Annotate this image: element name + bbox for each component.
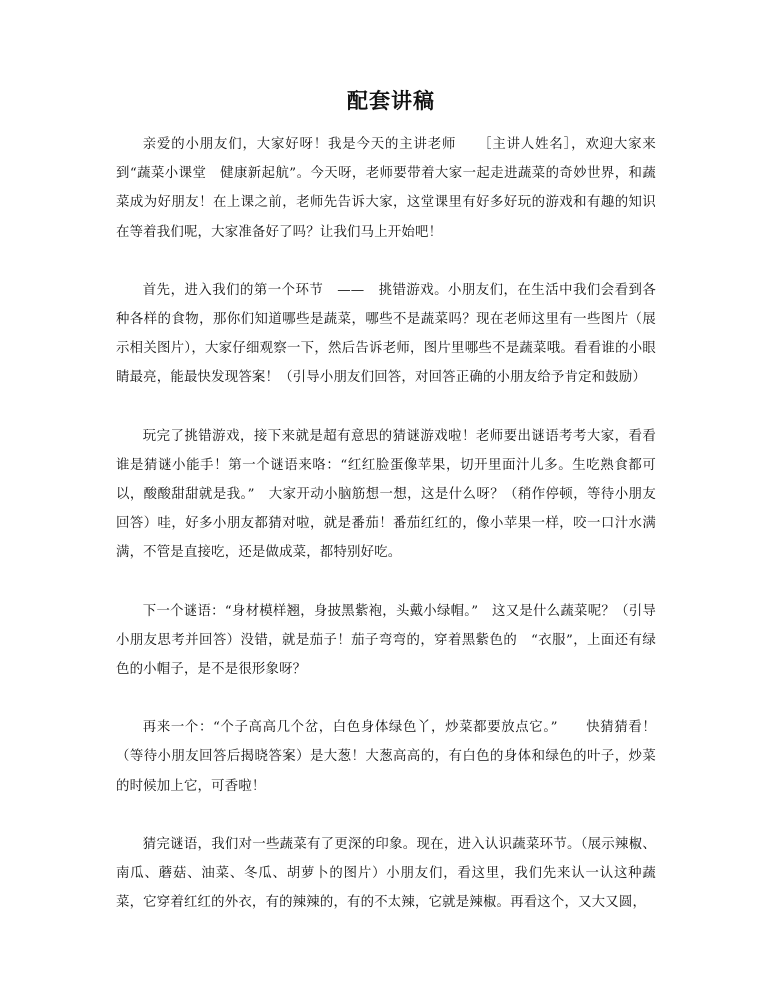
paragraph-gap bbox=[116, 684, 656, 713]
paragraph-spot-the-error-game: 首先，进入我们的第一个环节 —— 挑错游戏。小朋友们，在生活中我们会看到各种各样的食物，那你们知道哪些是蔬菜，哪些不是蔬菜吗？现在老师这里有一些图片（展示相关图片），大家仔细观察一下，然后告诉老师，图片里哪些不是蔬菜哦。看看谁的小眼睛最亮，能最快发现答案！（引导小朋友们回答，对回答正确的小朋友给予肯定和鼓励） bbox=[116, 282, 656, 386]
paragraph-riddle-eggplant: 下一个谜语：“身材模样翘，身披黑紫袍，头戴小绿帽。” 这又是什么蔬菜呢？（引导小朋友思考并回答）没错，就是茄子！茄子弯弯的，穿着黑紫色的 “衣服”，上面还有绿色的小帽子，是不是很形象呀？ bbox=[116, 603, 656, 678]
paragraph-gap bbox=[116, 568, 656, 597]
paragraph-riddle-scallion: 再来一个：“个子高高几个岔，白色身体绿色丫，炒菜都要放点它。” 快猜猜看！（等待小朋友回答后揭晓答案）是大葱！大葱高高的，有白色的身体和绿色的叶子，炒菜的时候加上它，可香啦！ bbox=[116, 720, 656, 794]
page-title: 配套讲稿 bbox=[347, 88, 435, 113]
paragraph-gap bbox=[116, 801, 656, 830]
paragraph-intro: 亲爱的小朋友们，大家好呀！我是今天的主讲老师 ［主讲人姓名］，欢迎大家来到“蔬菜小课堂 健康新起航”。今天呀，老师要带着大家一起走进蔬菜的奇妙世界，和蔬菜成为好朋友！在上课之前，老师先告诉大家，这堂课里有好多好玩的游戏和有趣的知识在等着我们呢，大家准备好了吗？让我们马上开始吧！ bbox=[116, 137, 656, 240]
paragraph-gap bbox=[116, 247, 656, 276]
paragraph-gap bbox=[116, 393, 656, 422]
paragraph-riddle-tomato: 玩完了挑错游戏，接下来就是超有意思的猜谜游戏啦！老师要出谜语考考大家，看看谁是猜谜小能手！第一个谜语来咯：“红红脸蛋像苹果，切开里面汁儿多。生吃熟食都可以，酸酸甜甜就是我。” 大家开动小脑筋想一想，这是什么呀？（稍作停顿，等待小朋友回答）哇，好多小朋友都猜对啦，就是番茄！番茄红红的，像小苹果一样，咬一口汁水满满，不管是直接吃，还是做成菜，都特别好吃。 bbox=[116, 428, 656, 561]
paragraph-know-vegetables: 猜完谜语，我们对一些蔬菜有了更深的印象。现在，进入认识蔬菜环节。（展示辣椒、南瓜、蘑菇、油菜、冬瓜、胡萝卜的图片）小朋友们，看这里，我们先来认一认这种蔬菜，它穿着红红的外衣，有的辣辣的，有的不太辣，它就是辣椒。再看这个，又大又圆， bbox=[116, 836, 656, 911]
